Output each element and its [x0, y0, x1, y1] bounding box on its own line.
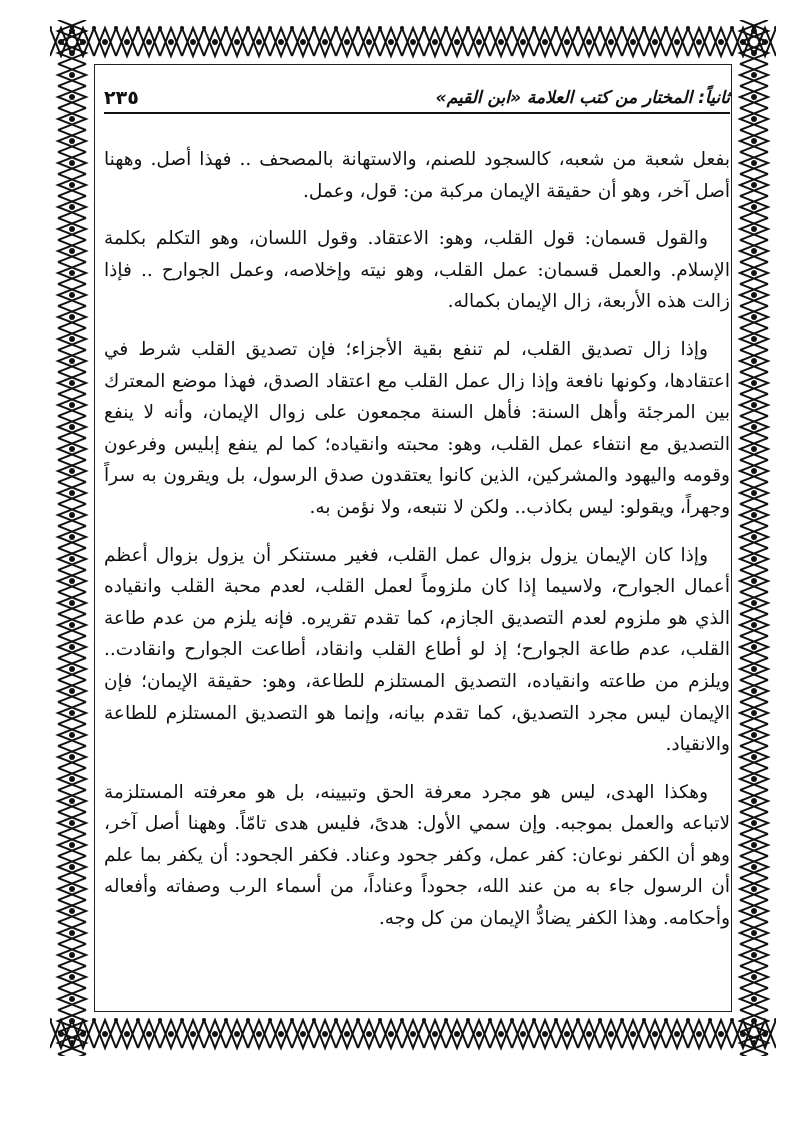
page-header: [104, 78, 730, 114]
border-left-ornament: [50, 20, 94, 1056]
border-right-ornament: [732, 20, 776, 1056]
body-text: [104, 144, 730, 951]
paragraph-2: والقول قسمان: قول القلب، وهو: الاعتقاد. وقول اللسان، وهو التكلم بكلمة الإسلام. والعمل قسمان: عمل القلب، وهو نيته وإخلاصه، وعمل الجوارح .. فإذا زالت هذه الأربعة، زال الإيمان بكماله.: [104, 228, 730, 313]
border-top-ornament: [50, 20, 776, 64]
running-title: ثانياً: المختار من كتب العلامة «ابن القيم»: [435, 88, 730, 108]
page-number: ٢٣٥: [104, 87, 139, 109]
paragraph-4: وإذا كان الإيمان يزول بزوال عمل القلب، فغير مستنكر أن يزول بزوال أعظم أعمال الجوارح، ولاسيما إذا كان ملزوماً لعمل القلب، لعدم محبة القلب وانقياده الذي هو ملزوم لعدم التصديق الجازم، كما تقدم تقريره. فإنه يلزم من عدم طاعة القلب، عدم طاعة الجوارح؛ إذ لو أطاع القلب وانقاد، أطاعت الجوارح وانقادت.. ويلزم من طاعته وانقياده، التصديق المستلزم للطاعة، وهو: حقيقة الإيمان؛ فإن الإيمان ليس مجرد التصديق، كما تقدم بيانه، وإنما هو التصديق المستلزم للطاعة والانقياد.: [104, 544, 730, 756]
paragraph-5: وهكذا الهدى، ليس هو مجرد معرفة الحق وتبيينه، بل هو معرفته المستلزمة لاتباعه والعمل بموجبه. وإن سمي الأول: هدىً، فليس هدى تامّاً. وههنا أصل آخر، وهو أن الكفر نوعان: كفر عمل، وكفر جحود وعناد. فكفر الجحود: أن يكفر بما علم أن الرسول جاء به من عند الله، جحوداً وعناداً، من أسماء الرب وصفاته وأفعاله وأحكامه. وهذا الكفر يضادُّ الإيمان من كل وجه.: [104, 781, 730, 930]
border-bottom-ornament: [50, 1012, 776, 1056]
paragraph-3: وإذا زال تصديق القلب، لم تنفع بقية الأجزاء؛ فإن تصديق القلب شرط في اعتقادها، وكونها نافعة وإذا زال عمل القلب مع اعتقاد الصدق، فهذا موضع المعترك بين المرجئة وأهل السنة: فأهل السنة مجمعون على زوال الإيمان، وأنه لا ينفع التصديق مع انتفاء عمل القلب، وهو: محبته وانقياده؛ كما لم ينفع إبليس وفرعون وقومه واليهود والمشركين، الذين كانوا يعتقدون صدق الرسول، بل ويقرون به سراً وجهراً، ويقولو: ليس بكاذب.. ولكن لا نتبعه، ولا نؤمن به.: [104, 338, 730, 518]
paragraph-1: بفعل شعبة من شعبه، كالسجود للصنم، والاستهانة بالمصحف .. فهذا أصل. وههنا أصل آخر، وهو أن حقيقة الإيمان مركبة من: قول، وعمل.: [104, 149, 730, 202]
